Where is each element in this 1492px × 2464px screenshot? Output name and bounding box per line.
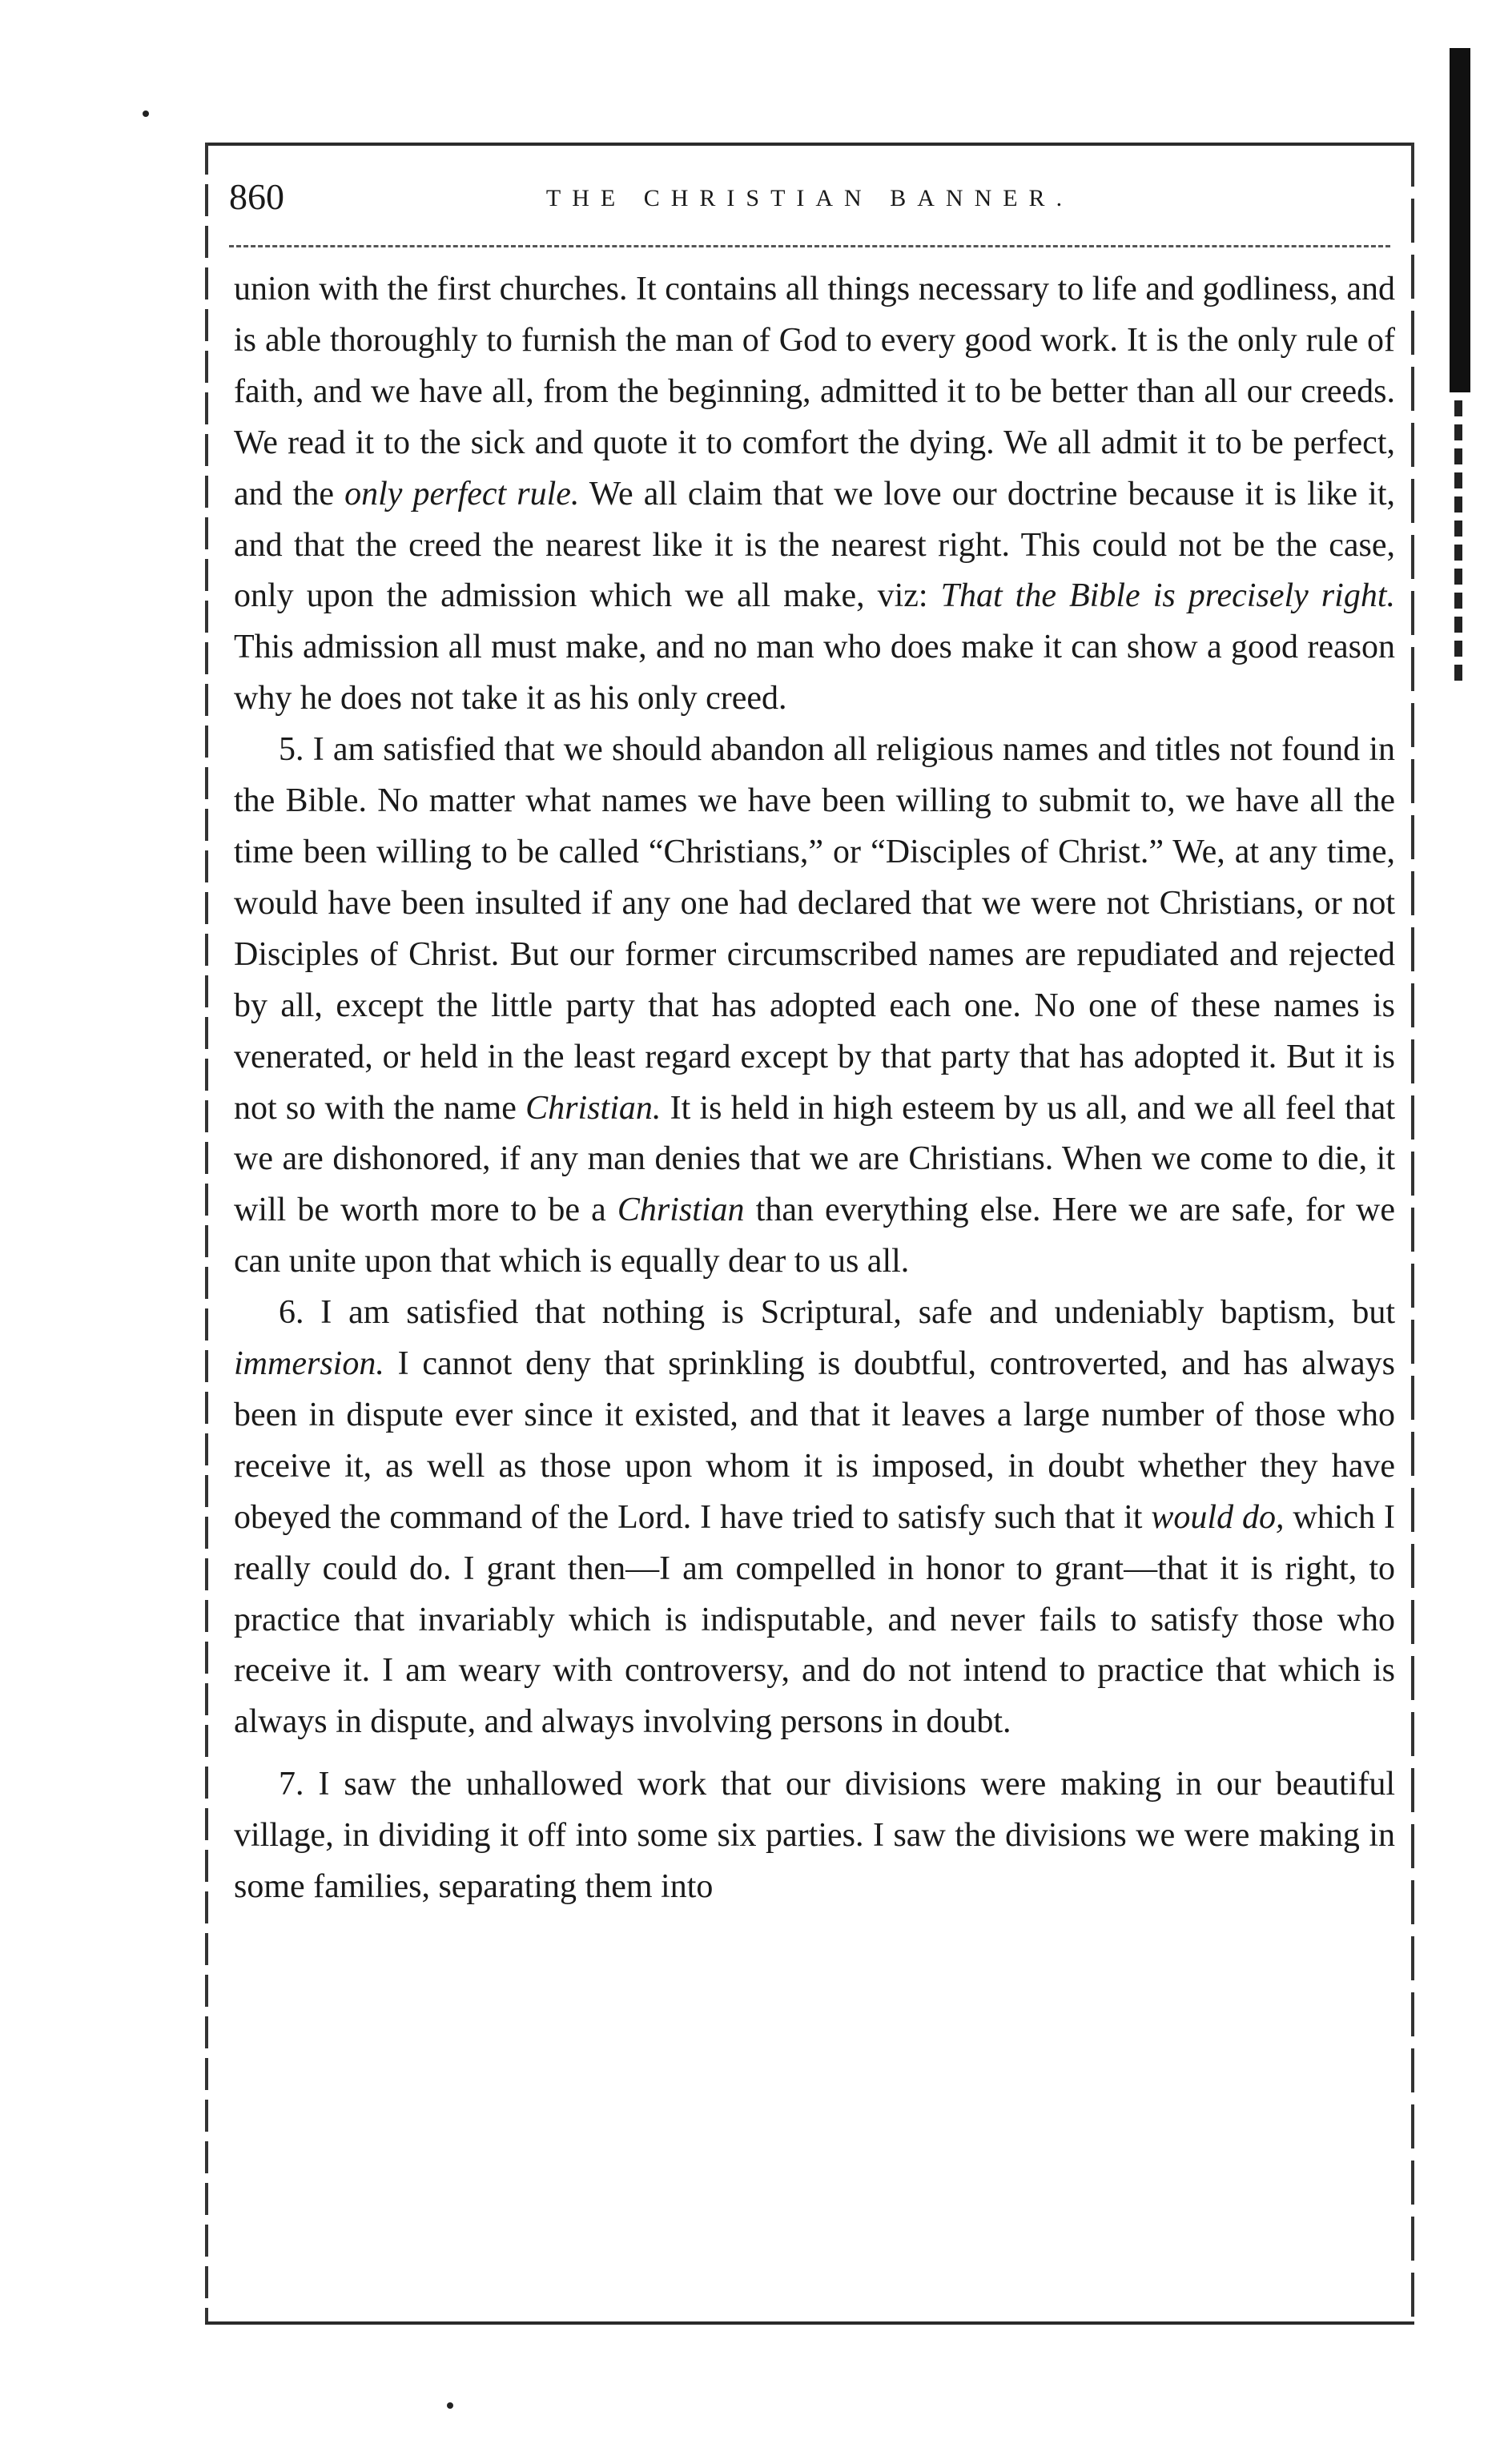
text-run: This admission all must make, and no man who does make it can show a good reason why he does not take it as his only creed. — [234, 629, 1395, 717]
italic-text: Christian. — [525, 1089, 662, 1127]
running-head: THE CHRISTIAN BANNER. — [545, 185, 1074, 211]
text-run: 6. I am satisfied that nothing is Scriptural, safe and undeniably baptism, but — [279, 1294, 1395, 1332]
paragraph — [234, 1288, 1395, 1748]
text-run: I cannot deny that sprinkling is doubtful, controverted, and has always been in dispute ever since it existed, and that it leaves a large number of those who receive it, as well as those upon whom it is imposed, in doubt whether they have obeyed the command of the Lord. I have tried to satisfy such that it — [234, 1345, 1395, 1536]
page-frame — [205, 143, 1414, 2325]
text-run: union with the first churches. It contains all things necessary to life and godliness, and is able thoroughly to furnish the man of God to every good work. It is the only rule of faith, and we have all, from the beginning, admitted it to be better than all our creeds. We read it to the sick and quote it to comfort the dying. We all admit it to be perfect, and the — [234, 271, 1395, 512]
header-rule — [229, 245, 1390, 247]
scanner-edge-mark — [1454, 400, 1462, 681]
italic-text: only perfect rule. — [344, 475, 580, 512]
page-number: 860 — [229, 176, 284, 217]
text-run: 5. I am satisfied that we should abandon all religious names and titles not found in the Bible. No matter what names we have been willing to submit to, we have all the time been willing to be called “Christians,” or “Disciples of Christ.” We, at any time, would have been insulted if any one had declared that we were not Christians, or not Disciples of Christ. But our former circumscribed names are repudiated and rejected by all, except the little party that has adopted each one. No one of these names is venerated, or held in the least regard except by that party that has adopted it. But it is not so with the name — [234, 731, 1395, 1127]
bottom-rule — [205, 2321, 1414, 2325]
text-run: 7. I saw the unhallowed work that our divisions were making in our beautiful village, in dividing it off into some six parties. I saw the divisions we were making in some families, separating them into — [234, 1766, 1395, 1906]
top-rule — [205, 143, 1414, 146]
scanner-edge-mark — [1450, 48, 1470, 392]
italic-text: would do, — [1151, 1498, 1285, 1536]
page-header — [229, 167, 1390, 239]
right-rule — [1411, 143, 1414, 2325]
text-run: We all claim that we love our doctrine because it is like it, and that the creed the nearest like it is the nearest right. This could not be the case, only upon the admission which we all make, viz: — [234, 475, 1395, 615]
paragraph — [234, 725, 1395, 1288]
italic-text: Christian — [617, 1192, 745, 1229]
text-run: than everything else. Here we are safe, for we can unite upon that which is equally dear to us all. — [234, 1192, 1395, 1280]
italic-text: That the Bible is precisely right. — [940, 577, 1395, 615]
paragraph — [234, 1759, 1395, 1913]
text-run: which I really could do. I grant then—I am compelled in honor to grant—that it is right, to practice that invariably which is indisputable, and never fails to satisfy those who receive it. I am weary with controversy, and do not intend to practice that which is always in dispute, and always involving persons in doubt. — [234, 1498, 1395, 1741]
left-rule — [205, 143, 208, 2325]
italic-text: immersion. — [234, 1345, 384, 1383]
ink-speck — [143, 111, 149, 117]
paragraph — [234, 264, 1395, 725]
text-run: It is held in high esteem by us all, and we all feel that we are dishonored, if any man denies that we are Christians. When we come to die, it will be worth more to be a — [234, 1089, 1395, 1229]
ink-speck — [447, 2402, 453, 2409]
body-text — [234, 264, 1395, 1913]
